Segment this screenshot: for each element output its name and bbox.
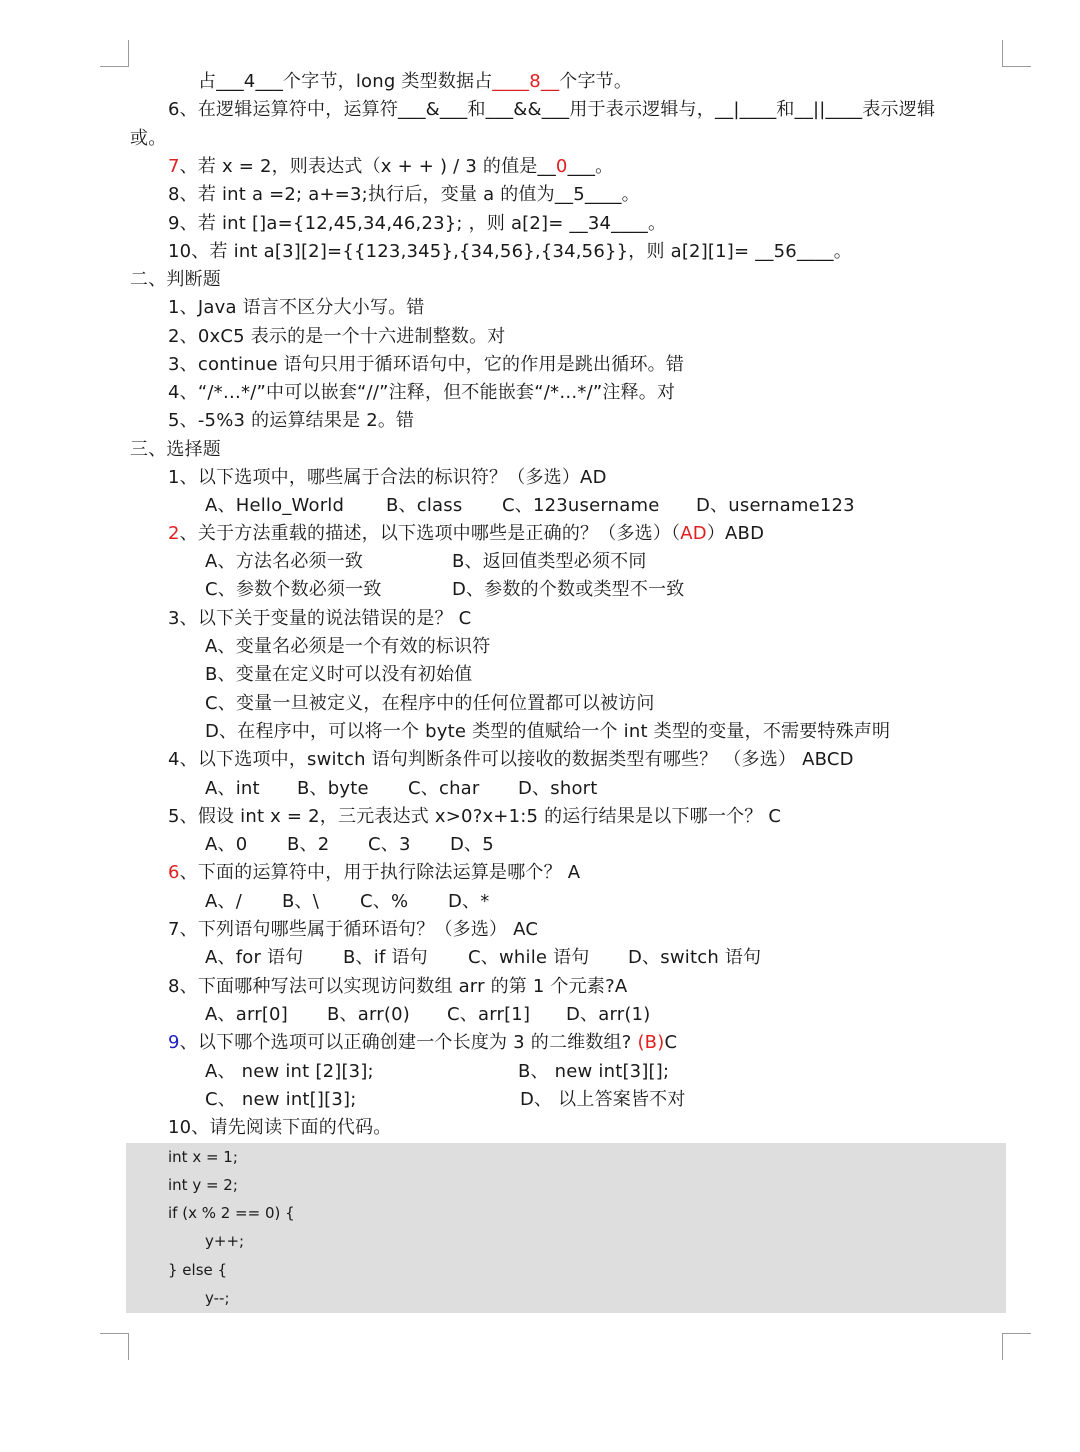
option-a: A、 new int [2][3]; [205,1061,374,1082]
corner-mark-top-left [100,40,129,67]
choice-q9-red-answer: (B) [637,1032,665,1053]
choice-q7-options [0,944,1080,972]
fill-q10-line: 10、若 int a[3][2]={{123,345},{34,56},{34,56}}，则 a[2][1]= __56____。 [168,241,852,262]
choice-q4: 4、以下选项中，switch 语句判断条件可以接收的数据类型有哪些？ （多选） ABCD [168,749,854,770]
corner-mark-top-right [1002,40,1031,67]
option-c: C、参数个数必须一致 [205,579,382,600]
judge-heading: 二、判断题 [130,269,221,290]
option-d: D、5 [450,834,494,855]
fill-q7-line [0,153,1080,181]
fill-q6-line2: 或。 [130,128,167,149]
choice-q6 [0,859,1080,887]
option-d: D、* [448,891,490,912]
option-b: B、arr(0) [327,1004,410,1025]
choice-q9-options-row2 [0,1086,1080,1114]
option-d: D、 以上答案皆不对 [520,1089,686,1110]
corner-mark-bottom-right [1002,1333,1031,1360]
fill-q5-suffix: 个字节。 [559,71,633,92]
option-c: C、123username [502,495,660,516]
choice-q3-option-c: C、变量一旦被定义，在程序中的任何位置都可以被访问 [205,693,655,714]
fill-q7-text: 、若 x = 2，则表达式（x + + ) / 3 的值是__ [179,156,556,177]
option-b: B、byte [297,778,369,799]
choice-q2-options-row2 [0,576,1080,604]
judge-item-1: 1、Java 语言不区分大小写。错 [168,297,425,318]
choice-q9-number: 9 [168,1032,180,1053]
choice-q2-options-row1 [0,548,1080,576]
option-a: A、Hello_World [205,495,345,516]
fill-q7-answer: 0 [555,156,568,177]
judge-item-3: 3、continue 语句只用于循环语句中，它的作用是跳出循环。错 [168,354,685,375]
option-d: D、short [518,778,598,799]
choice-q2-red-answer: AD [680,523,707,544]
choice-q2-number: 2 [168,523,180,544]
choice-q2 [0,520,1080,548]
choice-q5-options [0,831,1080,859]
option-b: B、返回值类型必须不同 [452,551,647,572]
choice-q3-option-d: D、在程序中，可以将一个 byte 类型的值赋给一个 int 类型的变量，不需要特殊声明 [205,721,891,742]
option-a: A、方法名必须一致 [205,551,364,572]
option-b: B、 new int[3][]; [518,1061,670,1082]
choice-q5: 5、假设 int x = 2，三元表达式 x>0?x+1:5 的运行结果是以下哪一个？ C [168,806,782,827]
choice-q1-options [0,492,1080,520]
option-c: C、3 [368,834,411,855]
choice-q3-option-b: B、变量在定义时可以没有初始值 [205,664,473,685]
choice-q9 [0,1029,1080,1057]
fill-q5-line [0,68,1080,96]
choice-q9-tail: C [664,1032,678,1053]
judge-item-2: 2、0xC5 表示的是一个十六进制整数。对 [168,326,506,347]
option-a: A、/ [205,891,242,912]
corner-mark-bottom-left [100,1333,129,1360]
fill-q6-line1: 6、在逻辑运算符中，运算符___&___和___&&___用于表示逻辑与，__|____和__||____表示逻辑 [168,99,936,120]
code-line-2: int y = 2; [168,1176,238,1194]
code-line-3: if (x % 2 == 0) { [168,1204,295,1222]
option-d: D、username123 [696,495,855,516]
choice-q8-options [0,1001,1080,1029]
code-line-5: } else { [168,1261,228,1279]
code-line-4: y++; [205,1232,245,1250]
choice-q10: 10、请先阅读下面的代码。 [168,1117,392,1138]
fill-q8-line: 8、若 int a =2; a+=3;执行后，变量 a 的值为__5____。 [168,184,640,205]
choice-q3-option-a: A、变量名必须是一个有效的标识符 [205,636,491,657]
fill-q7-end: ___。 [567,156,614,177]
fill-q9-line: 9、若 int []a={12,45,34,46,23}; ，则 a[2]= __34____。 [168,213,667,234]
choice-heading: 三、选择题 [130,439,221,460]
option-c: C、 new int[][3]; [205,1089,357,1110]
option-a: A、0 [205,834,248,855]
choice-q9-text: 、以下哪个选项可以正确创建一个长度为 3 的二维数组? [179,1032,638,1053]
choice-q7: 7、下列语句哪些属于循环语句？（多选） AC [168,919,539,940]
option-a: A、for 语句 [205,947,304,968]
option-b: B、if 语句 [343,947,428,968]
judge-item-4: 4、“/*…*/”中可以嵌套“//”注释，但不能嵌套“/*…*/”注释。对 [168,382,676,403]
code-line-1: int x = 1; [168,1148,238,1166]
choice-q2-text: 、关于方法重载的描述，以下选项中哪些是正确的？（多选）（ [179,523,681,544]
option-a: A、int [205,778,260,799]
option-b: B、2 [287,834,330,855]
option-d: D、arr(1) [566,1004,651,1025]
option-c: C、while 语句 [468,947,590,968]
option-c: C、arr[1] [447,1004,531,1025]
fill-q7-number: 7 [168,156,180,177]
option-a: A、arr[0] [205,1004,288,1025]
option-c: C、char [408,778,480,799]
choice-q3: 3、以下关于变量的说法错误的是？ C [168,608,472,629]
choice-q1: 1、以下选项中，哪些属于合法的标识符？（多选）AD [168,467,607,488]
code-line-6: y--; [205,1289,230,1307]
code-block [126,1143,1006,1313]
option-b: B、\ [282,891,320,912]
choice-q2-tail: ）ABD [706,523,765,544]
choice-q6-options [0,888,1080,916]
fill-q5-prefix: 占___4___个字节，long 类型数据占 [198,71,493,92]
choice-q6-number: 6 [168,862,180,883]
option-d: D、switch 语句 [628,947,762,968]
choice-q9-options-row1 [0,1058,1080,1086]
judge-item-5: 5、-5%3 的运算结果是 2。错 [168,410,415,431]
fill-q5-answer: ____8__ [492,71,560,92]
choice-q4-options [0,775,1080,803]
choice-q8: 8、下面哪种写法可以实现访问数组 arr 的第 1 个元素?A [168,976,628,997]
option-c: C、% [360,891,409,912]
choice-q6-text: 、下面的运算符中，用于执行除法运算是哪个？ A [179,862,581,883]
option-d: D、参数的个数或类型不一致 [452,579,685,600]
option-b: B、class [386,495,463,516]
